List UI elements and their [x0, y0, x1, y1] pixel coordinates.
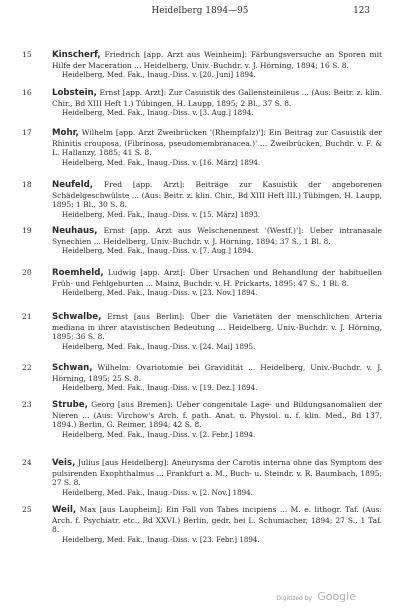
entry-body — [52, 505, 382, 544]
entry-body — [52, 363, 382, 392]
bibliography-entry — [22, 180, 382, 219]
entry-number: 20 — [22, 268, 32, 277]
entry-body — [52, 226, 382, 255]
entry-dissertation-note: Heidelberg, Med. Fak., Inaug.-Diss. v. [2. Febr.] 1894. — [62, 429, 256, 439]
entry-dissertation-note: Heidelberg, Med. Fak., Inaug.-Diss. v. [23. Nov.] 1894. — [62, 288, 258, 298]
entry-author: Weil, — [52, 505, 77, 515]
entry-number: 18 — [22, 180, 32, 189]
entry-body — [52, 268, 382, 297]
bibliography-entry — [22, 50, 382, 79]
entry-body — [52, 128, 382, 167]
entry-number: 15 — [22, 50, 32, 59]
entry-body — [52, 88, 382, 117]
entry-citation: Ernst [app. Arzt aus Welschenennest '(Westf.)']: Ueber intranasale Synechien ... Heidelberg, Univ.-Buchdr. v. J. Hörning, 1894; 37 S., 1 Bl. 8. — [52, 226, 382, 246]
entry-number: 16 — [22, 88, 32, 97]
entry-body — [52, 400, 382, 439]
watermark-prefix: Digitized by — [276, 595, 313, 602]
entry-dissertation-note: Heidelberg, Med. Fak., Inaug.-Diss. v. [19. Dez.] 1894. — [62, 383, 258, 393]
entry-number: 24 — [22, 458, 32, 467]
entry-citation: Ernst [app. Arzt]: Zur Casuistik des Gallensteinileus ... (Aus: Beitr. z. klin. Chir., Bd XIII Heft 1.) Tübingen, H. Laupp, 1895; 2 Bl., 37 S. 8. — [52, 88, 382, 108]
entry-author: Strube, — [52, 400, 88, 410]
entry-citation: Fred [app. Arzt]: Beiträge zur Kasuistik der angeborenen Schädelgeschwülste ... (Aus: Beitr. z. klin. Chir., Bd XIII Heft III.) Tübingen, H. Laupp, 1895; 1 Bl., 30 S. 8. — [52, 180, 382, 210]
bibliography-entry — [22, 458, 382, 497]
entry-dissertation-note: Heidelberg, Med. Fak., Inaug.-Diss. v. [16. März] 1894. — [62, 157, 261, 167]
entry-number: 21 — [22, 312, 32, 321]
page-number: 123 — [353, 6, 370, 16]
entry-dissertation-note: Heidelberg, Med. Fak., Inaug.-Diss. v. [3. Aug.] 1894. — [62, 108, 254, 118]
bibliography-entry — [22, 268, 382, 297]
entry-dissertation-note: Heidelberg, Med. Fak., Inaug.-Diss. v. [23. Febr.] 1894. — [62, 534, 260, 544]
entry-number: 22 — [22, 363, 32, 372]
entry-citation: Ernst [aus Berlin]: Über die Varietäten der menschlichen Arteria mediana in ihrer atavistischen Bedeutung ... Heidelberg, Univ.-Buchdr. v. J. Hörning, 1895; 36 S. 8. — [52, 312, 382, 342]
entry-number: 25 — [22, 505, 32, 514]
bibliography-entry — [22, 312, 382, 351]
entry-dissertation-note: Heidelberg, Med. Fak., Inaug.-Diss. v. [24. Mai] 1895. — [62, 341, 256, 351]
watermark-brand: Google — [317, 590, 356, 603]
entry-citation: Julius [aus Heidelberg]: Aneurysma der Carotis interna ohne das Symptom des pulsirenden Exophthalmus ... Frankfurt a. M., Buch- u. Steindr. v. R. Baumbach, 1895; 27 S. 8. — [52, 458, 382, 488]
entry-number: 23 — [22, 400, 32, 409]
entry-author: Mohr, — [52, 128, 79, 138]
entry-number: 19 — [22, 226, 32, 235]
entry-dissertation-note: Heidelberg, Med. Fak., Inaug.-Diss. v. [7. Aug.] 1894. — [62, 246, 254, 256]
entry-author: Neufeld, — [52, 180, 94, 190]
bibliography-entry — [22, 505, 382, 544]
entry-citation: Max [aus Laupheim]: Ein Fall von Tabes incipiens ... M. e. lithogr. Taf. (Aus: Arch. f. Psychiatr. etc., Bd XXVI.) Berlin, gedr. bei L. Schumacher, 1894; 27 S., 1 Taf. 8. — [52, 505, 382, 535]
entry-citation: Ludwig [app. Arzt]: Über Ursachen und Behandlung der habituellen Früh- und Fehlgeburten ... Mainz, Buchdr. v. H. Prickarts, 1895; 47 S., 1 Bl. 8. — [52, 268, 382, 288]
bibliography-entry — [22, 128, 382, 167]
entry-citation: Georg [aus Bremen]: Ueber congenitale Lage- und Bildungsanomalien der Nieren ... (Aus: Virchow's Arch. f. path. Anat. u. Physiol. u. f. klin. Med., Bd 137, 1894.) Berlin, G. Reimer, 1894; 42 S. 8. — [52, 400, 382, 430]
bibliography-entry — [22, 363, 382, 392]
entry-dissertation-note: Heidelberg, Med. Fak., Inaug.-Diss. v. [15. März] 1893. — [62, 209, 261, 219]
entry-author: Lobstein, — [52, 88, 97, 98]
entry-author: Kinscherf, — [52, 50, 101, 60]
entry-author: Neuhaus, — [52, 226, 98, 236]
entry-dissertation-note: Heidelberg, Med. Fak., Inaug.-Diss. v. [20. Juni] 1894. — [62, 70, 256, 80]
entry-citation: Wilhelm: Ovariotomie bei Gravidität ... Heidelberg, Univ.-Buchdr. v. J. Hörning, 1895; 25 S. 8. — [52, 363, 382, 383]
entry-citation: Friedrich [app. Arzt aus Weinheim]: Färbungsversuche an Sporen mit Hilfe der Maceration ... Heidelberg, Univ.-Buchdr. v. J. Hörning, 1894; 16 S. 8. — [52, 50, 382, 70]
entry-body — [52, 312, 382, 351]
digitized-watermark — [276, 585, 356, 604]
bibliography-entry — [22, 88, 382, 117]
entry-author: Schwalbe, — [52, 312, 102, 322]
bibliography-entry — [22, 226, 382, 255]
bibliography-entry — [22, 400, 382, 439]
entry-citation: Wilhelm [app. Arzt Zweibrücken '(Rheinpfalz)']: Ein Beitrag zur Casuistik der Rhinitis crouposa, (Fibrinosa, pseudomembranacea.)' ... Zweibrücken, Buchdr. v. F. & L. Hallanzy, 1885; 41 S. 8. — [52, 128, 382, 158]
entry-dissertation-note: Heidelberg, Med. Fak., Inaug.-Diss. v. [2. Nov.] 1894. — [62, 487, 253, 497]
page-header — [0, 6, 400, 20]
entry-author: Roemheld, — [52, 268, 104, 278]
entry-number: 17 — [22, 128, 32, 137]
entry-author: Schwan, — [52, 363, 93, 373]
entry-body — [52, 458, 382, 497]
entry-body — [52, 50, 382, 79]
entry-body — [52, 180, 382, 219]
running-title: Heidelberg 1894—95 — [151, 6, 249, 16]
entry-author: Veis, — [52, 458, 76, 468]
